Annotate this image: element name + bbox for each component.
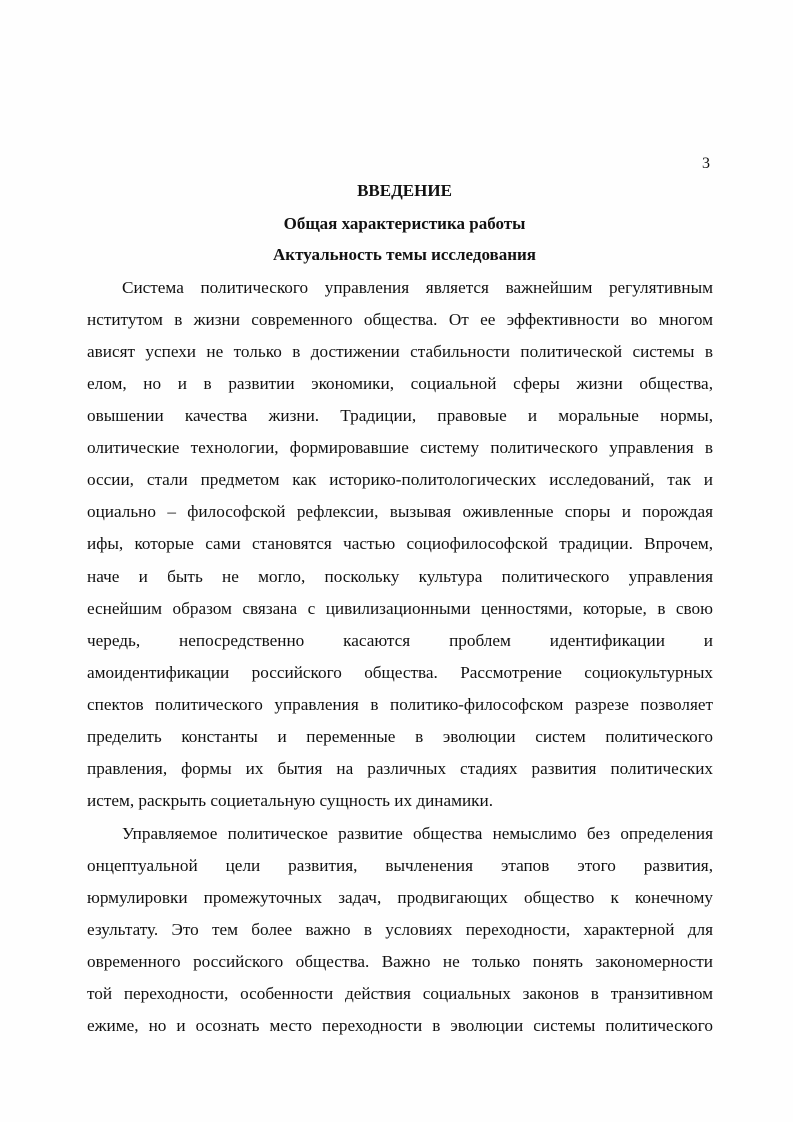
text-line: ифы, которые сами становятся частью социофилософской традиции. Впрочем,	[87, 534, 713, 553]
text-line: еснейшим образом связана с цивилизационными ценностями, которые, в свою	[87, 599, 713, 618]
text-line: ависят успехи не только в достижении стабильности политической системы в	[87, 342, 713, 361]
text-line: правления, формы их бытия на различных стадиях развития политических	[87, 759, 713, 778]
chapter-title: ВВЕДЕНИЕ	[357, 181, 452, 200]
text-line: овышении качества жизни. Традиции, правовые и моральные нормы,	[87, 406, 713, 425]
text-line: езультату. Это тем более важно в условиях переходности, характерной для	[87, 920, 713, 939]
text-line: олитические технологии, формировавшие систему политического управления в	[87, 438, 713, 457]
text-line: онцептуальной цели развития, вычленения этапов этого развития,	[87, 856, 713, 875]
text-line: ежиме, но и осознать место переходности в эволюции системы политического	[87, 1016, 713, 1035]
text-line: истем, раскрыть социетальную сущность их динамики.	[87, 791, 494, 810]
text-line: юрмулировки промежуточных задач, продвигающих общество к конечному	[87, 888, 713, 907]
text-line: чередь, непосредственно касаются проблем идентификации и	[87, 631, 713, 650]
text-line: оссии, стали предметом как историко-политологических исследований, так и	[87, 470, 713, 489]
text-line: пределить константы и переменные в эволюции систем политического	[87, 727, 713, 746]
text-line: елом, но и в развитии экономики, социальной сферы жизни общества,	[87, 374, 713, 393]
text-line: оциально – философской рефлексии, вызывая оживленные споры и порождая	[87, 502, 713, 521]
text-line: овременного российского общества. Важно не только понять закономерности	[87, 952, 713, 971]
section-subtitle: Общая характеристика работы	[283, 214, 526, 233]
subsection-heading: Актуальность темы исследования	[273, 245, 536, 264]
text-line: Система политического управления является важнейшим регулятивным	[122, 278, 713, 297]
text-line: Управляемое политическое развитие общества немыслимо без определения	[122, 824, 713, 843]
text-line: спектов политического управления в политико-философском разрезе позволяет	[87, 695, 713, 714]
text-line: той переходности, особенности действия социальных законов в транзитивном	[87, 984, 713, 1003]
text-line: амоидентификации российского общества. Рассмотрение социокультурных	[87, 663, 713, 682]
text-line: нститутом в жизни современного общества. От ее эффективности во многом	[87, 310, 713, 329]
page-number: 3	[702, 155, 710, 172]
text-line: наче и быть не могло, поскольку культура политического управления	[87, 567, 713, 586]
